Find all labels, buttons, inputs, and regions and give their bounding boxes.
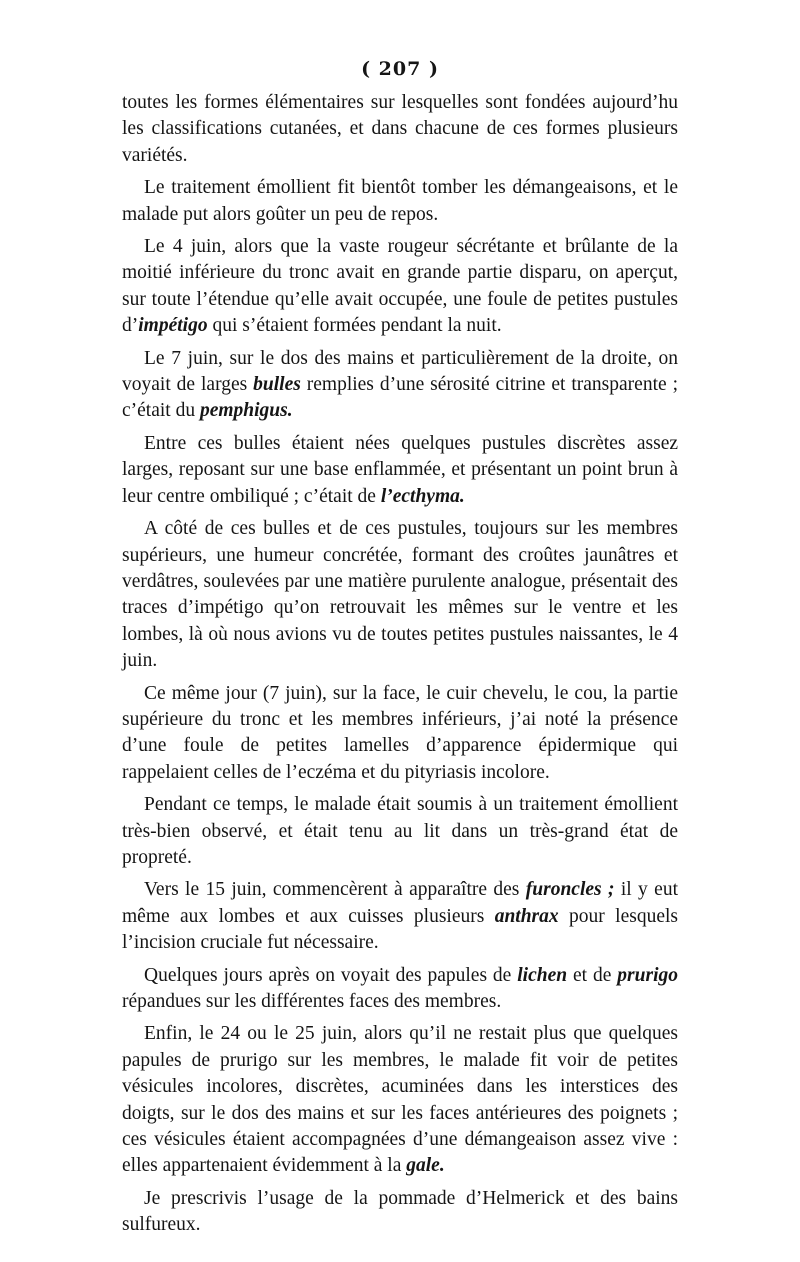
text-run: qui s’étaient formées pendant la nuit. bbox=[207, 315, 502, 337]
text-run: remplies d’une sérosité citrine et transparente ; c’était du bbox=[122, 374, 678, 422]
text-run: Vers le 15 juin, commencèrent à apparaître des bbox=[144, 879, 526, 901]
text-run: Pendant ce temps, le malade était soumis à un traitement émollient très-bien observé, et était tenu au lit dans un très-grand état de propreté. bbox=[122, 794, 678, 868]
italic-term: gale. bbox=[406, 1155, 445, 1177]
paragraph bbox=[122, 1186, 678, 1239]
text-run: A côté de ces bulles et de ces pustules, toujours sur les membres supérieurs, une humeur concrétée, formant des croûtes jaunâtres et verdâtres, soulevées par une matière purulente analogue, présentait des traces d’impétigo qu’on retrouvait les mêmes sur le ventre et les lombes, là où nous avions vu de toutes petites pustules naissantes, le 4 juin. bbox=[122, 518, 678, 672]
text-run: répandues sur les différentes faces des membres. bbox=[122, 991, 502, 1012]
italic-term: pemphigus. bbox=[199, 400, 293, 422]
text-run: Le traitement émollient fit bientôt tomber les démangeaisons, et le malade put alors goûter un peu de repos. bbox=[122, 177, 678, 225]
text-run: Le 7 juin, sur le dos des mains et particulièrement de la droite, on voyait de larges bbox=[122, 347, 678, 396]
paragraph bbox=[122, 90, 678, 169]
italic-term: furoncles ; bbox=[525, 879, 615, 901]
italic-term: prurigo bbox=[617, 964, 678, 986]
text-run: Je prescrivis l’usage de la pommade d’Helmerick et des bains sulfureux. bbox=[122, 1187, 678, 1236]
paragraph bbox=[122, 681, 678, 787]
body-text bbox=[122, 90, 678, 1245]
paragraph bbox=[122, 346, 678, 425]
paragraph bbox=[122, 516, 678, 674]
paragraph bbox=[122, 792, 678, 871]
italic-term: impétigo bbox=[138, 315, 208, 337]
text-run: Le 4 juin, alors que la vaste rougeur sécrétante et brûlante de la moitié inférieure du tronc avait en grande partie disparu, on aperçut, sur toute l’étendue qu’elle avait occupée, une foule de petites pustules d’ bbox=[122, 236, 678, 337]
paragraph bbox=[122, 431, 678, 510]
italic-term: l’ecthyma. bbox=[380, 485, 465, 507]
text-run: et de bbox=[567, 964, 618, 986]
paragraph bbox=[122, 234, 678, 340]
italic-term: bulles bbox=[253, 374, 301, 396]
page-number: ( 207 ) bbox=[361, 58, 439, 80]
text-run: toutes les formes élémentaires sur lesquelles sont fondées aujourd’hu les classifications cutanées, et dans chacune de ces formes plusieurs variétés. bbox=[122, 92, 678, 166]
paragraph bbox=[122, 1021, 678, 1179]
text-run: Enfin, le 24 ou le 25 juin, alors qu’il ne restait plus que quelques papules de prurigo sur les membres, le malade fit voir de petites vésicules incolores, discrètes, acuminées dans les interstices des doigts, sur le dos des mains et sur les faces antérieures des poignets ; ces vésicules étaient accompagnées d’une démangeaison assez vive : elles appartenaient évidemment à la bbox=[122, 1023, 678, 1177]
text-run: Entre ces bulles étaient nées quelques pustules discrètes assez larges, reposant sur une base enflammée, et présentant un point brun à leur centre ombiliqué ; c’était de bbox=[122, 432, 678, 507]
text-run: il y eut même aux lombes et aux cuisses plusieurs bbox=[122, 879, 678, 927]
paragraph bbox=[122, 963, 678, 1016]
text-run: Quelques jours après on voyait des papules de bbox=[144, 964, 518, 986]
paragraph bbox=[122, 175, 678, 228]
text-run: Ce même jour (7 juin), sur la face, le cuir chevelu, le cou, la partie supérieure du tronc et les membres inférieurs, j’ai noté la présence d’une foule de petites lamelles d’apparence épidermique qui rappelaient celles de l’eczéma et du pityriasis incolore. bbox=[122, 682, 678, 783]
italic-term: anthrax bbox=[494, 905, 559, 927]
paragraph bbox=[122, 877, 678, 956]
italic-term: lichen bbox=[517, 964, 568, 986]
text-run: pour lesquels l’incision cruciale fut nécessaire. bbox=[122, 905, 678, 954]
